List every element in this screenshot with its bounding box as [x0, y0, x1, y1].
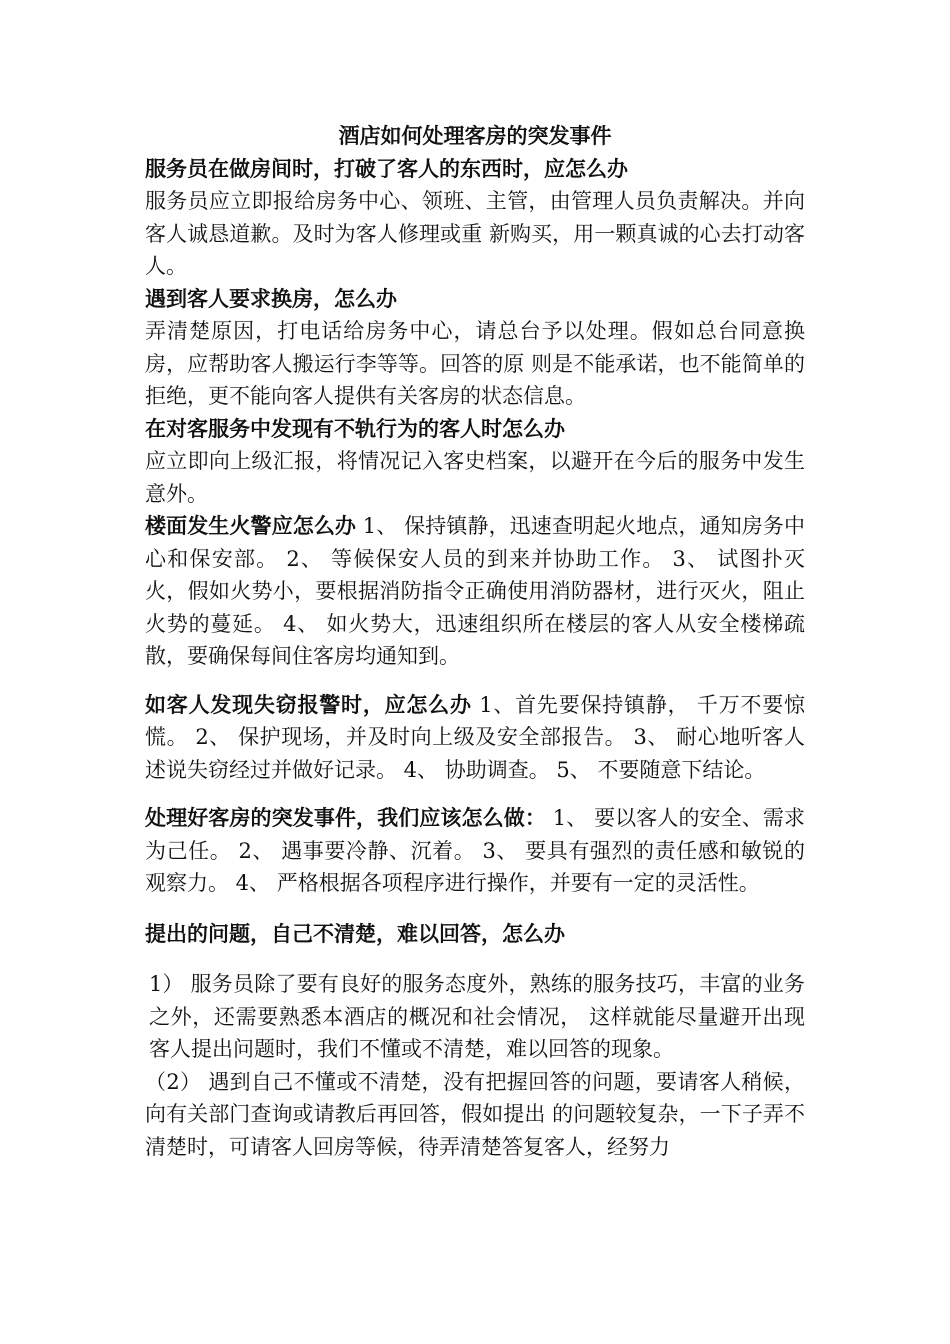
section-heading-unknown-questions: 提出的问题，自己不清楚，难以回答，怎么办 — [145, 920, 565, 946]
section-heading-broken-items: 服务员在做房间时，打破了客人的东西时，应怎么办 — [145, 155, 628, 181]
section-body-room-change: 弄清楚原因，打电话给房务中心，请总台予以处理。假如总台同意换房，应帮助客人搬运行李等等。回答的原 则是不能承诺，也不能简单的拒绝，更不能向客人提供有关客房的状态信息。 — [145, 319, 805, 408]
document-title: 酒店如何处理客房的突发事件 — [338, 123, 612, 148]
section-body-suspicious-guest: 应立即向上级汇报，将情况记入客史档案，以避开在今后的服务中发生意外。 — [145, 449, 805, 506]
section-heading-theft-report: 如客人发现失窃报警时，应怎么办 — [145, 691, 472, 717]
section-theft-report — [145, 689, 805, 787]
section-heading-fire-alarm: 楼面发生火警应怎么办 — [145, 513, 357, 538]
section-body-unknown-questions-1: 1） 服务员除了要有良好的服务态度外，熟练的服务技巧，丰富的业务之外，还需要熟悉本酒店的概况和社会情况， 这样就能尽量避开出现客人提出问题时，我们不懂或不清楚，难以回答的现象。 — [149, 972, 805, 1061]
section-emergency-handling — [145, 802, 805, 900]
section-heading-room-change: 遇到客人要求换房，怎么办 — [145, 285, 397, 311]
section-body-fire-alarm: 1、 保持镇静，迅速查明起火地点，通知房务中心和保安部。 2、 等候保安人员的到来并协助工作。 3、 试图扑灭火，假如火势小，要根据消防指令正确使用消防器材，进行灭火，阻止火势的蔓延。 4、 如火势大，迅速组织所在楼层的客人从安全楼梯疏散，要确保每间住客房均通知到。 — [145, 514, 805, 668]
section-heading-emergency-handling: 处理好客房的突发事件，我们应该怎么做： — [145, 805, 546, 830]
section-body-unknown-questions-2: （2） 遇到自己不懂或不清楚，没有把握回答的问题，要请客人稍候，向有关部门查询或请教后再回答，假如提出 的问题较复杂，一下子弄不清楚时，可请客人回房等候，待弄清楚答复客人，经努力 — [145, 1069, 805, 1159]
document-page — [145, 120, 805, 1163]
section-heading-suspicious-guest: 在对客服务中发现有不轨行为的客人时怎么办 — [145, 415, 565, 441]
section-fire-alarm — [145, 510, 805, 673]
section-body-emergency-handling: 1、 要以客人的安全、需求为己任。 2、 遇事要冷静、沉着。 3、 要具有强烈的责任感和敏锐的观察力。 4、 严格根据各项程序进行操作，并要有一定的灵活性。 — [145, 806, 805, 895]
section-body-broken-items: 服务员应立即报给房务中心、领班、主管，由管理人员负责解决。并向客人诚恳道歉。及时为客人修理或重 新购买，用一颗真诚的心去打动客人。 — [145, 189, 805, 278]
section-body-theft-report: 1、首先要保持镇静， 千万不要惊慌。 2、 保护现场，并及时向上级及安全部报告。 3、 耐心地听客人述说失窃经过并做好记录。 4、 协助调查。 5、 不要随意下结论。 — [145, 692, 805, 782]
